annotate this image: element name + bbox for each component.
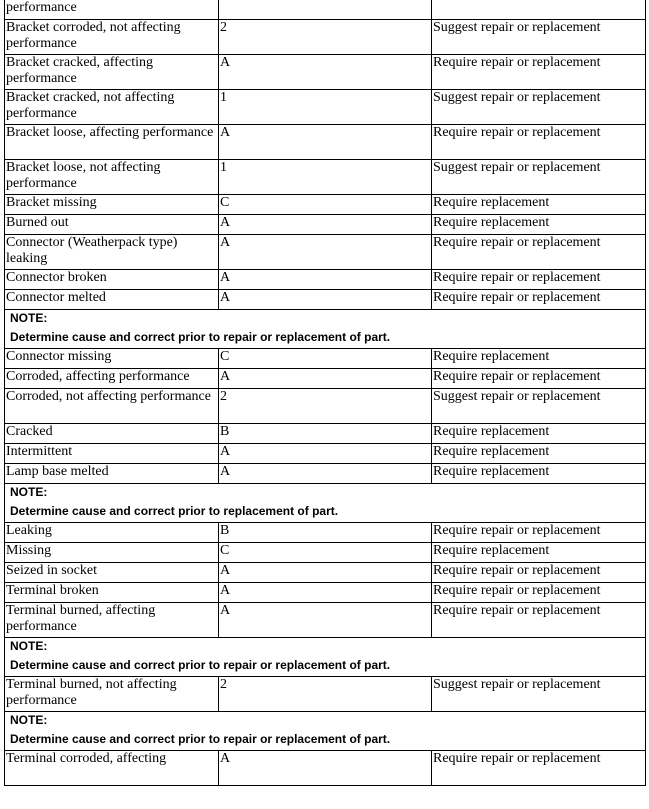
code-cell: A	[219, 464, 432, 484]
note-title: NOTE:	[5, 310, 646, 330]
condition-cell: Terminal corroded, affecting	[5, 751, 219, 786]
note-row	[5, 503, 646, 523]
note-row	[5, 731, 646, 751]
condition-cell: Burned out	[5, 215, 219, 235]
table-row	[5, 0, 646, 20]
note-title: NOTE:	[5, 484, 646, 504]
table-row	[5, 523, 646, 543]
action-cell: Suggest repair or replacement	[432, 160, 646, 195]
condition-cell: Bracket missing	[5, 195, 219, 215]
code-cell: B	[219, 523, 432, 543]
table-row	[5, 195, 646, 215]
table-row	[5, 290, 646, 310]
code-cell: A	[219, 55, 432, 90]
action-cell: Suggest repair or replacement	[432, 90, 646, 125]
table-row	[5, 349, 646, 369]
action-cell: Require repair or replacement	[432, 235, 646, 270]
condition-cell: Cracked	[5, 424, 219, 444]
action-cell: Require repair or replacement	[432, 583, 646, 603]
condition-cell: Connector melted	[5, 290, 219, 310]
table-row	[5, 603, 646, 638]
table-row	[5, 677, 646, 712]
table-row	[5, 160, 646, 195]
action-cell: Require repair or replacement	[432, 290, 646, 310]
condition-cell: Seized in socket	[5, 563, 219, 583]
table-row	[5, 389, 646, 424]
action-cell: Require replacement	[432, 543, 646, 563]
code-cell: A	[219, 563, 432, 583]
table-row	[5, 125, 646, 160]
action-cell: Require replacement	[432, 424, 646, 444]
code-cell: A	[219, 751, 432, 786]
action-cell: Require repair or replacement	[432, 55, 646, 90]
code-cell: 2	[219, 389, 432, 424]
note-text: Determine cause and correct prior to repair or replacement of part.	[5, 329, 646, 349]
note-title: NOTE:	[5, 712, 646, 732]
code-cell: A	[219, 583, 432, 603]
condition-cell: Connector missing	[5, 349, 219, 369]
condition-cell: Corroded, not affecting performance	[5, 389, 219, 424]
condition-cell: performance	[5, 0, 219, 20]
condition-cell: Missing	[5, 543, 219, 563]
note-title: NOTE:	[5, 638, 646, 658]
code-cell: C	[219, 349, 432, 369]
action-cell: Suggest repair or replacement	[432, 20, 646, 55]
code-cell: C	[219, 195, 432, 215]
table-row	[5, 215, 646, 235]
action-cell	[432, 0, 646, 20]
action-cell: Require replacement	[432, 215, 646, 235]
table-row	[5, 444, 646, 464]
action-cell: Require repair or replacement	[432, 523, 646, 543]
table-row	[5, 563, 646, 583]
condition-cell: Lamp base melted	[5, 464, 219, 484]
code-cell: 1	[219, 160, 432, 195]
action-cell: Require repair or replacement	[432, 563, 646, 583]
table-row	[5, 90, 646, 125]
table-row	[5, 20, 646, 55]
action-cell: Suggest repair or replacement	[432, 677, 646, 712]
note-text: Determine cause and correct prior to repair or replacement of part.	[5, 731, 646, 751]
code-cell: A	[219, 290, 432, 310]
table-row	[5, 424, 646, 444]
action-cell: Require repair or replacement	[432, 751, 646, 786]
note-row	[5, 329, 646, 349]
note-row	[5, 484, 646, 504]
table-row	[5, 55, 646, 90]
note-row	[5, 638, 646, 658]
code-cell: B	[219, 424, 432, 444]
action-cell: Require repair or replacement	[432, 125, 646, 160]
condition-cell: Bracket corroded, not affecting performance	[5, 20, 219, 55]
code-cell: 2	[219, 20, 432, 55]
action-cell: Require repair or replacement	[432, 369, 646, 389]
condition-cell: Bracket cracked, affecting performance	[5, 55, 219, 90]
action-cell: Require repair or replacement	[432, 270, 646, 290]
table-row	[5, 583, 646, 603]
inspection-table-body	[5, 0, 646, 786]
note-row	[5, 712, 646, 732]
note-row	[5, 657, 646, 677]
condition-cell: Intermittent	[5, 444, 219, 464]
code-cell: A	[219, 125, 432, 160]
condition-cell: Bracket loose, not affecting performance	[5, 160, 219, 195]
action-cell: Require repair or replacement	[432, 603, 646, 638]
action-cell: Require replacement	[432, 444, 646, 464]
table-row	[5, 543, 646, 563]
condition-cell: Leaking	[5, 523, 219, 543]
action-cell: Require replacement	[432, 464, 646, 484]
note-text: Determine cause and correct prior to repair or replacement of part.	[5, 657, 646, 677]
code-cell	[219, 0, 432, 20]
condition-cell: Connector broken	[5, 270, 219, 290]
inspection-table	[4, 0, 646, 786]
code-cell: A	[219, 235, 432, 270]
table-row	[5, 369, 646, 389]
code-cell: 1	[219, 90, 432, 125]
condition-cell: Bracket cracked, not affecting performance	[5, 90, 219, 125]
condition-cell: Connector (Weatherpack type) leaking	[5, 235, 219, 270]
note-text: Determine cause and correct prior to replacement of part.	[5, 503, 646, 523]
condition-cell: Terminal burned, not affecting performance	[5, 677, 219, 712]
code-cell: A	[219, 444, 432, 464]
table-row	[5, 235, 646, 270]
action-cell: Require replacement	[432, 195, 646, 215]
condition-cell: Bracket loose, affecting performance	[5, 125, 219, 160]
action-cell: Suggest repair or replacement	[432, 389, 646, 424]
code-cell: A	[219, 369, 432, 389]
code-cell: 2	[219, 677, 432, 712]
code-cell: A	[219, 270, 432, 290]
condition-cell: Corroded, affecting performance	[5, 369, 219, 389]
action-cell: Require replacement	[432, 349, 646, 369]
code-cell: A	[219, 603, 432, 638]
table-row	[5, 270, 646, 290]
code-cell: A	[219, 215, 432, 235]
note-row	[5, 310, 646, 330]
table-row	[5, 464, 646, 484]
condition-cell: Terminal broken	[5, 583, 219, 603]
condition-cell: Terminal burned, affecting performance	[5, 603, 219, 638]
table-row	[5, 751, 646, 786]
code-cell: C	[219, 543, 432, 563]
